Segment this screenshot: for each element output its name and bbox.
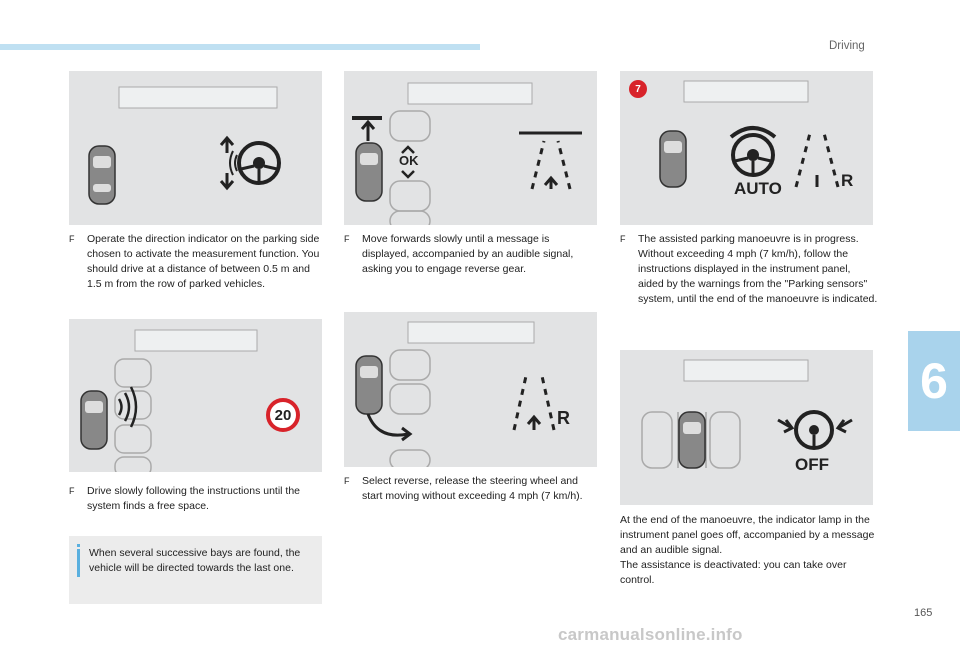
car-icon [81, 391, 107, 449]
step-drive-slowly [69, 484, 327, 514]
step-text: Move forwards slowly until a message is displayed, accompanied by an audible signal, asking you to engage reverse gear. [362, 233, 574, 275]
reverse-label: R [841, 171, 854, 190]
steering-wheel-icon [731, 128, 775, 175]
step-manoeuvre-in-progress [620, 232, 878, 307]
step-text: Without exceeding 4 mph (7 km/h), follow the instructions displayed in the instrument panel, aided by the warnings from the "Parking sensors" system, until the end of the manoeuvre is indicated. [638, 248, 878, 305]
ok-label: OK [399, 153, 419, 168]
info-icon-bar [77, 549, 80, 577]
step-text: Drive slowly following the instructions until the system finds a free space. [87, 485, 301, 512]
info-note-text: When several successive bays are found, the vehicle will be directed towards the last one. [89, 547, 301, 574]
steering-wheel-icon [796, 412, 832, 448]
callout-number: 7 [629, 80, 647, 98]
page-number: 165 [914, 607, 933, 619]
step-activate-indicator [69, 232, 327, 292]
step-bullet-icon: F [69, 486, 75, 496]
car-icon [679, 412, 705, 468]
step-bullet-icon: F [344, 234, 350, 244]
illustration-activate-indicator [69, 71, 322, 225]
step-text: Select reverse, release the steering wheel and start moving without exceeding 4 mph (7 km/h). [362, 475, 583, 502]
sensor-waves-icon [119, 387, 136, 427]
illustration-select-reverse [344, 312, 597, 467]
car-icon [89, 146, 115, 204]
section-title: Driving [829, 40, 865, 52]
info-icon [77, 544, 80, 547]
watermark: carmanualsonline.info [558, 625, 743, 644]
indicator-arrows-icon [221, 138, 233, 188]
off-label: OFF [795, 455, 829, 474]
step-bullet-icon: F [620, 234, 626, 244]
step-text: The assisted parking manoeuvre is in progress. [638, 233, 859, 245]
step-move-forward [344, 232, 599, 277]
step-text: Operate the direction indicator on the parking side chosen to activate the measurement function. You should drive at a distance of between 0.5 m and 1.5 m from the row of parked vehicles. [87, 233, 320, 290]
reverse-label: R [557, 408, 570, 428]
end-of-manoeuvre-text [620, 513, 882, 588]
speed-limit-sign: 20 [266, 398, 300, 432]
illustration-move-forward [344, 71, 597, 225]
auto-label: AUTO [734, 179, 782, 198]
end-text-paragraph: At the end of the manoeuvre, the indicator lamp in the instrument panel goes off, accompanied by a message and an audible signal. [620, 514, 875, 556]
guidance-lines-icon [519, 133, 582, 189]
step-bullet-icon: F [69, 234, 75, 244]
illustration-drive-slowly [69, 319, 322, 472]
illustration-manoeuvre-end [620, 350, 873, 505]
car-icon [356, 143, 382, 201]
step-select-reverse [344, 474, 599, 504]
guidance-lines-icon [514, 376, 554, 430]
step-bullet-icon: F [344, 476, 350, 486]
illustration-auto-manoeuvre [620, 71, 873, 225]
header-accent-bar [0, 44, 480, 50]
sound-waves-icon [230, 151, 237, 175]
steering-wheel-icon [239, 143, 279, 183]
car-icon [660, 131, 686, 187]
reverse-path-arrow-icon [368, 414, 408, 435]
info-note [69, 536, 322, 604]
car-icon [356, 356, 382, 414]
guidance-lines-icon [796, 133, 838, 187]
forward-arrow-icon [362, 122, 374, 141]
chapter-tab[interactable]: 6 [908, 331, 960, 431]
end-text-paragraph: The assistance is deactivated: you can take over control. [620, 559, 847, 586]
